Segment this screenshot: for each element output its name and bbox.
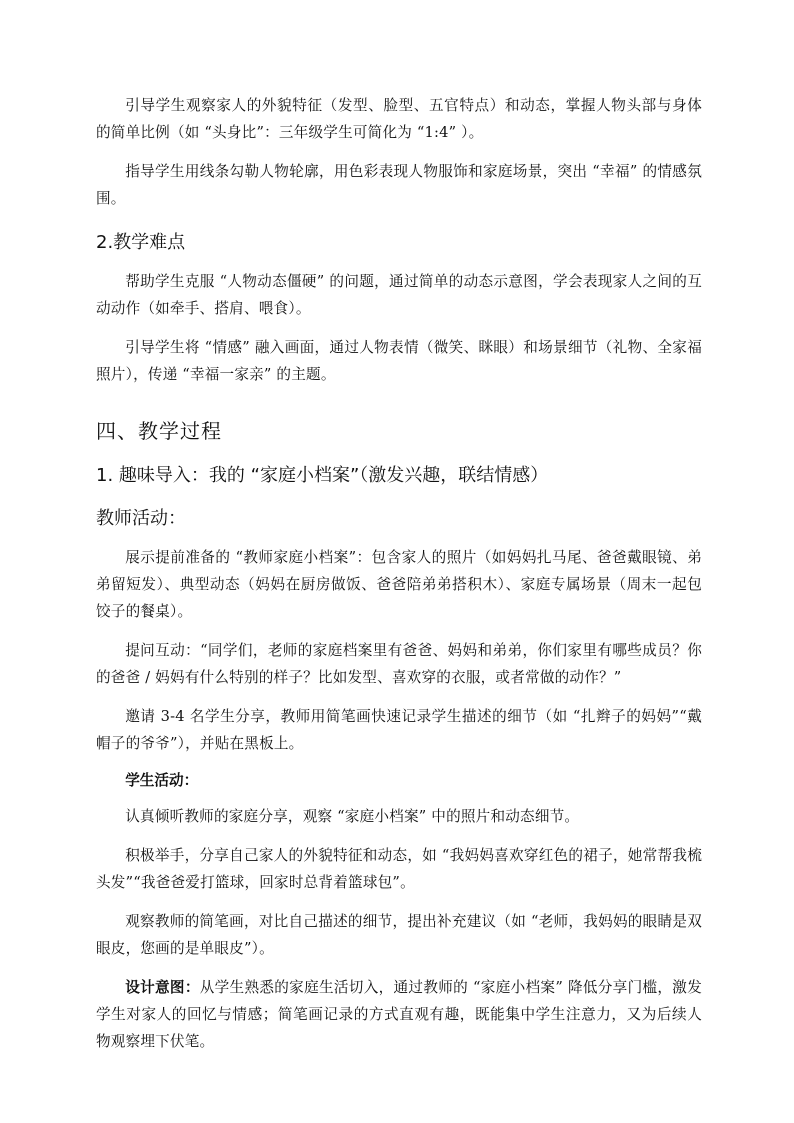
paragraph-line-color: 指导学生用线条勾勒人物轮廓，用色彩表现人物服饰和家庭场景，突出 “幸福” 的情感氛围。: [96, 163, 702, 207]
paragraph-student-3: 观察教师的简笔画，对比自己描述的细节，提出补充建议（如 “老师，我妈妈的眼睛是双眼皮，您画的是单眼皮”）。: [96, 913, 702, 957]
heading-teaching-process: 四、教学过程: [96, 419, 222, 443]
paragraph-teacher-1: 展示提前准备的 “教师家庭小档案”：包含家人的照片（如妈妈扎马尾、爸爸戴眼镜、弟弟留短发）、典型动态（妈妈在厨房做饭、爸爸陪弟弟搭积木）、家庭专属场景（周末一起包饺子的餐桌）。: [96, 549, 702, 620]
paragraph-difficulty-1: 帮助学生克服 “人物动态僵硬” 的问题，通过简单的动态示意图，学会表现家人之间的互动动作（如牵手、搭肩、喂食）。: [96, 273, 702, 317]
paragraph-design-intent: [96, 974, 702, 1055]
label-student-activity: 学生活动：: [125, 772, 199, 789]
paragraph-student-2: 积极举手，分享自己家人的外貌特征和动态，如 “我妈妈喜欢穿红色的裙子，她常帮我梳头发”“我爸爸爱打篮球，回家时总背着篮球包”。: [96, 847, 702, 891]
design-intent-text: 从学生熟悉的家庭生活切入，通过教师的 “家庭小档案” 降低分享门槛，激发学生对家人的回忆与情感；简笔画记录的方式直观有趣，既能集中学生注意力，又为后续人物观察埋下伏笔。: [96, 979, 702, 1050]
paragraph-observe-features: 引导学生观察家人的外貌特征（发型、脸型、五官特点）和动态，掌握人物头部与身体的简单比例（如 “头身比”：三年级学生可简化为 “1:4” ）。: [96, 97, 702, 141]
paragraph-teacher-2: 提问互动：“同学们，老师的家庭档案里有爸爸、妈妈和弟弟，你们家里有哪些成员？你的爸爸 / 妈妈有什么特别的样子？比如发型、喜欢穿的衣服，或者常做的动作？”: [96, 642, 702, 686]
page-content: [96, 92, 702, 1067]
paragraph-difficulty-2: 引导学生将 “情感” 融入画面，通过人物表情（微笑、眯眼）和场景细节（礼物、全家福照片），传递 “幸福一家亲” 的主题。: [96, 339, 702, 383]
label-design-intent: 设计意图：: [125, 979, 200, 996]
heading-teaching-difficulty: 2.教学难点: [96, 232, 186, 253]
heading-step-1: 1. 趣味导入：我的 “家庭小档案”（激发兴趣，联结情感）: [96, 465, 549, 486]
paragraph-teacher-3: 邀请 3-4 名学生分享，教师用简笔画快速记录学生描述的细节（如 “扎辫子的妈妈”“戴帽子的爷爷”），并贴在黑板上。: [96, 708, 702, 752]
heading-teacher-activity: 教师活动：: [96, 508, 186, 529]
paragraph-student-1: 认真倾听教师的家庭分享，观察 “家庭小档案” 中的照片和动态细节。: [125, 808, 580, 825]
